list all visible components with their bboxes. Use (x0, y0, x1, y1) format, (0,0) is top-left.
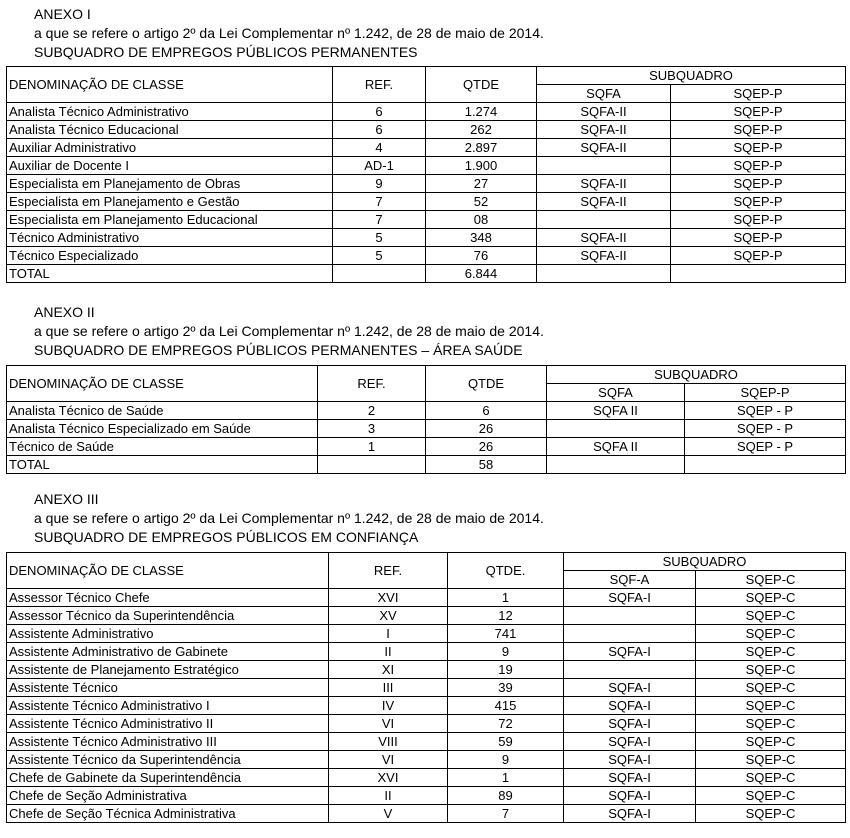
subquadro-sqfa-cell: SQFA-I (564, 805, 696, 823)
annex1-subtitle: SUBQUADRO DE EMPREGOS PÚBLICOS PERMANENTES (34, 44, 418, 60)
class-name-cell: Assistente Técnico Administrativo III (7, 733, 329, 751)
total-ref-cell (318, 456, 426, 474)
subquadro-sqfa-cell: SQFA-I (564, 679, 696, 697)
annex1-title: ANEXO I (34, 6, 91, 22)
subquadro-sqep-cell: SQEP-C (696, 697, 846, 715)
subquadro-sqep-cell: SQEP-C (696, 751, 846, 769)
qtde-cell: 26 (426, 438, 547, 456)
class-name-cell: Assistente Administrativo de Gabinete (7, 643, 329, 661)
annex3-heading (34, 490, 544, 547)
qtde-cell: 19 (448, 661, 564, 679)
subquadro-sqfa-cell: SQFA-I (564, 769, 696, 787)
subquadro-sqfa-cell: SQFA-I (564, 715, 696, 733)
subquadro-sqfa-cell (564, 661, 696, 679)
class-name-cell: Auxiliar de Docente I (7, 157, 333, 175)
ref-cell: XI (329, 661, 448, 679)
subquadro-sqep-cell: SQEP-C (696, 805, 846, 823)
total-row (7, 265, 846, 283)
total-sub1-cell (547, 456, 685, 474)
ref-cell: II (329, 787, 448, 805)
subquadro-sqfa-cell: SQFA-II (537, 121, 671, 139)
subquadro-sqep-cell: SQEP-P (671, 175, 846, 193)
col-header-denominacao: DENOMINAÇÃO DE CLASSE (7, 553, 329, 589)
annex2-reference: a que se refere o artigo 2º da Lei Complementar nº 1.242, de 28 de maio de 2014. (34, 323, 544, 339)
table-row (7, 157, 846, 175)
col-header-denominacao: DENOMINAÇÃO DE CLASSE (7, 67, 333, 103)
total-row (7, 456, 846, 474)
ref-cell: XV (329, 607, 448, 625)
subquadro-sqep-cell: SQEP-C (696, 589, 846, 607)
annex1-table (6, 66, 846, 283)
table-row (7, 715, 846, 733)
col-header-ref: REF. (329, 553, 448, 589)
ref-cell: V (329, 805, 448, 823)
ref-cell: 7 (333, 211, 426, 229)
ref-cell: II (329, 643, 448, 661)
subquadro-sqfa-cell (564, 625, 696, 643)
qtde-cell: 12 (448, 607, 564, 625)
table-row (7, 805, 846, 823)
subquadro-sqep-cell: SQEP-P (671, 157, 846, 175)
subquadro-sqfa-cell: SQFA-I (564, 787, 696, 805)
class-name-cell: Assessor Técnico Chefe (7, 589, 329, 607)
table-row (7, 661, 846, 679)
table-row (7, 733, 846, 751)
ref-cell: 6 (333, 121, 426, 139)
ref-cell: IV (329, 697, 448, 715)
qtde-cell: 6 (426, 402, 547, 420)
table-row (7, 787, 846, 805)
col-header-subquadro: SUBQUADRO (537, 67, 846, 85)
qtde-cell: 27 (426, 175, 537, 193)
table-row (7, 139, 846, 157)
qtde-cell: 415 (448, 697, 564, 715)
table-row (7, 229, 846, 247)
table-row (7, 175, 846, 193)
class-name-cell: Analista Técnico Administrativo (7, 103, 333, 121)
annex2-table (6, 365, 846, 474)
col-header-qtde: QTDE. (448, 553, 564, 589)
subquadro-sqfa-cell: SQFA-I (564, 751, 696, 769)
class-name-cell: Assistente de Planejamento Estratégico (7, 661, 329, 679)
ref-cell: 5 (333, 247, 426, 265)
qtde-cell: 1.274 (426, 103, 537, 121)
total-label-cell: TOTAL (7, 456, 318, 474)
qtde-cell: 9 (448, 643, 564, 661)
table-row (7, 420, 846, 438)
qtde-cell: 76 (426, 247, 537, 265)
table-row (7, 679, 846, 697)
qtde-cell: 1.900 (426, 157, 537, 175)
qtde-cell: 7 (448, 805, 564, 823)
qtde-cell: 9 (448, 751, 564, 769)
subquadro-sqfa-cell: SQFA-I (564, 589, 696, 607)
ref-cell: 5 (333, 229, 426, 247)
total-sub2-cell (671, 265, 846, 283)
table-row (7, 589, 846, 607)
class-name-cell: Técnico Especializado (7, 247, 333, 265)
subquadro-sqfa-cell: SQFA-II (537, 229, 671, 247)
subquadro-sqep-cell: SQEP-C (696, 661, 846, 679)
subquadro-sqfa-cell: SQFA-II (537, 139, 671, 157)
subquadro-sqep-cell: SQEP - P (685, 402, 846, 420)
table-row (7, 402, 846, 420)
qtde-cell: 59 (448, 733, 564, 751)
qtde-cell: 26 (426, 420, 547, 438)
total-ref-cell (333, 265, 426, 283)
qtde-cell: 08 (426, 211, 537, 229)
subquadro-sqep-cell: SQEP-C (696, 787, 846, 805)
table-row (7, 247, 846, 265)
subquadro-sqep-cell: SQEP-C (696, 643, 846, 661)
qtde-cell: 1 (448, 589, 564, 607)
subquadro-sqfa-cell: SQFA II (547, 402, 685, 420)
ref-cell: 2 (318, 402, 426, 420)
annex1-reference: a que se refere o artigo 2º da Lei Complementar nº 1.242, de 28 de maio de 2014. (34, 25, 544, 41)
ref-cell: 1 (318, 438, 426, 456)
subquadro-sqfa-cell (564, 607, 696, 625)
ref-cell: 7 (333, 193, 426, 211)
table-row (7, 751, 846, 769)
col-header-sub2: SQEP-P (671, 85, 846, 103)
class-name-cell: Assistente Técnico da Superintendência (7, 751, 329, 769)
class-name-cell: Assistente Administrativo (7, 625, 329, 643)
col-header-sub2: SQEP-P (685, 384, 846, 402)
subquadro-sqep-cell: SQEP - P (685, 420, 846, 438)
col-header-subquadro: SUBQUADRO (547, 366, 846, 384)
subquadro-sqep-cell: SQEP-P (671, 229, 846, 247)
annex3-table (6, 552, 846, 823)
table-row (7, 625, 846, 643)
class-name-cell: Auxiliar Administrativo (7, 139, 333, 157)
subquadro-sqep-cell: SQEP-C (696, 715, 846, 733)
qtde-cell: 741 (448, 625, 564, 643)
subquadro-sqfa-cell: SQFA-I (564, 697, 696, 715)
subquadro-sqep-cell: SQEP-C (696, 769, 846, 787)
subquadro-sqfa-cell: SQFA-II (537, 247, 671, 265)
col-header-ref: REF. (333, 67, 426, 103)
annex3-subtitle: SUBQUADRO DE EMPREGOS PÚBLICOS EM CONFIANÇA (34, 529, 419, 545)
qtde-cell: 2.897 (426, 139, 537, 157)
col-header-ref: REF. (318, 366, 426, 402)
qtde-cell: 348 (426, 229, 537, 247)
subquadro-sqep-cell: SQEP-P (671, 211, 846, 229)
ref-cell: 4 (333, 139, 426, 157)
ref-cell: VI (329, 715, 448, 733)
class-name-cell: Analista Técnico de Saúde (7, 402, 318, 420)
subquadro-sqep-cell: SQEP-C (696, 679, 846, 697)
ref-cell: 9 (333, 175, 426, 193)
ref-cell: XVI (329, 769, 448, 787)
class-name-cell: Assistente Técnico Administrativo I (7, 697, 329, 715)
col-header-sub2: SQEP-C (696, 571, 846, 589)
total-qtde-cell: 6.844 (426, 265, 537, 283)
ref-cell: 6 (333, 103, 426, 121)
ref-cell: I (329, 625, 448, 643)
qtde-cell: 72 (448, 715, 564, 733)
annex3-title: ANEXO III (34, 491, 99, 507)
table-row (7, 438, 846, 456)
table-row (7, 643, 846, 661)
ref-cell: VIII (329, 733, 448, 751)
col-header-sub1: SQF-A (564, 571, 696, 589)
ref-cell: XVI (329, 589, 448, 607)
class-name-cell: Analista Técnico Educacional (7, 121, 333, 139)
table-row (7, 211, 846, 229)
class-name-cell: Analista Técnico Especializado em Saúde (7, 420, 318, 438)
class-name-cell: Chefe de Seção Administrativa (7, 787, 329, 805)
class-name-cell: Técnico de Saúde (7, 438, 318, 456)
col-header-subquadro: SUBQUADRO (564, 553, 846, 571)
class-name-cell: Especialista em Planejamento de Obras (7, 175, 333, 193)
subquadro-sqep-cell: SQEP-C (696, 607, 846, 625)
qtde-cell: 1 (448, 769, 564, 787)
subquadro-sqep-cell: SQEP-C (696, 625, 846, 643)
table-row (7, 121, 846, 139)
qtde-cell: 89 (448, 787, 564, 805)
col-header-sub1: SQFA (547, 384, 685, 402)
col-header-qtde: QTDE (426, 67, 537, 103)
subquadro-sqfa-cell: SQFA II (547, 438, 685, 456)
ref-cell: 3 (318, 420, 426, 438)
col-header-denominacao: DENOMINAÇÃO DE CLASSE (7, 366, 318, 402)
class-name-cell: Técnico Administrativo (7, 229, 333, 247)
annex2-heading (34, 303, 544, 360)
subquadro-sqfa-cell: SQFA-II (537, 193, 671, 211)
annex2-subtitle: SUBQUADRO DE EMPREGOS PÚBLICOS PERMANENTES – ÁREA SAÚDE (34, 342, 523, 358)
subquadro-sqfa-cell: SQFA-I (564, 643, 696, 661)
table-row (7, 193, 846, 211)
ref-cell: VI (329, 751, 448, 769)
total-sub1-cell (537, 265, 671, 283)
table-row (7, 697, 846, 715)
class-name-cell: Chefe de Seção Técnica Administrativa (7, 805, 329, 823)
qtde-cell: 262 (426, 121, 537, 139)
subquadro-sqfa-cell: SQFA-I (564, 733, 696, 751)
table-row (7, 769, 846, 787)
qtde-cell: 52 (426, 193, 537, 211)
ref-cell: III (329, 679, 448, 697)
subquadro-sqep-cell: SQEP-P (671, 193, 846, 211)
subquadro-sqep-cell: SQEP-P (671, 139, 846, 157)
col-header-qtde: QTDE (426, 366, 547, 402)
total-sub2-cell (685, 456, 846, 474)
subquadro-sqfa-cell: SQFA-II (537, 175, 671, 193)
annex2-title: ANEXO II (34, 304, 95, 320)
class-name-cell: Assistente Técnico Administrativo II (7, 715, 329, 733)
subquadro-sqep-cell: SQEP-C (696, 733, 846, 751)
class-name-cell: Especialista em Planejamento Educacional (7, 211, 333, 229)
subquadro-sqep-cell: SQEP - P (685, 438, 846, 456)
table-row (7, 607, 846, 625)
subquadro-sqfa-cell (537, 157, 671, 175)
class-name-cell: Especialista em Planejamento e Gestão (7, 193, 333, 211)
class-name-cell: Chefe de Gabinete da Superintendência (7, 769, 329, 787)
class-name-cell: Assistente Técnico (7, 679, 329, 697)
col-header-sub1: SQFA (537, 85, 671, 103)
subquadro-sqep-cell: SQEP-P (671, 247, 846, 265)
subquadro-sqfa-cell: SQFA-II (537, 103, 671, 121)
table-row (7, 103, 846, 121)
subquadro-sqep-cell: SQEP-P (671, 103, 846, 121)
subquadro-sqep-cell: SQEP-P (671, 121, 846, 139)
class-name-cell: Assessor Técnico da Superintendência (7, 607, 329, 625)
annex1-heading (34, 5, 544, 62)
total-qtde-cell: 58 (426, 456, 547, 474)
annex3-reference: a que se refere o artigo 2º da Lei Complementar nº 1.242, de 28 de maio de 2014. (34, 510, 544, 526)
subquadro-sqfa-cell (537, 211, 671, 229)
total-label-cell: TOTAL (7, 265, 333, 283)
subquadro-sqfa-cell (547, 420, 685, 438)
ref-cell: AD-1 (333, 157, 426, 175)
qtde-cell: 39 (448, 679, 564, 697)
